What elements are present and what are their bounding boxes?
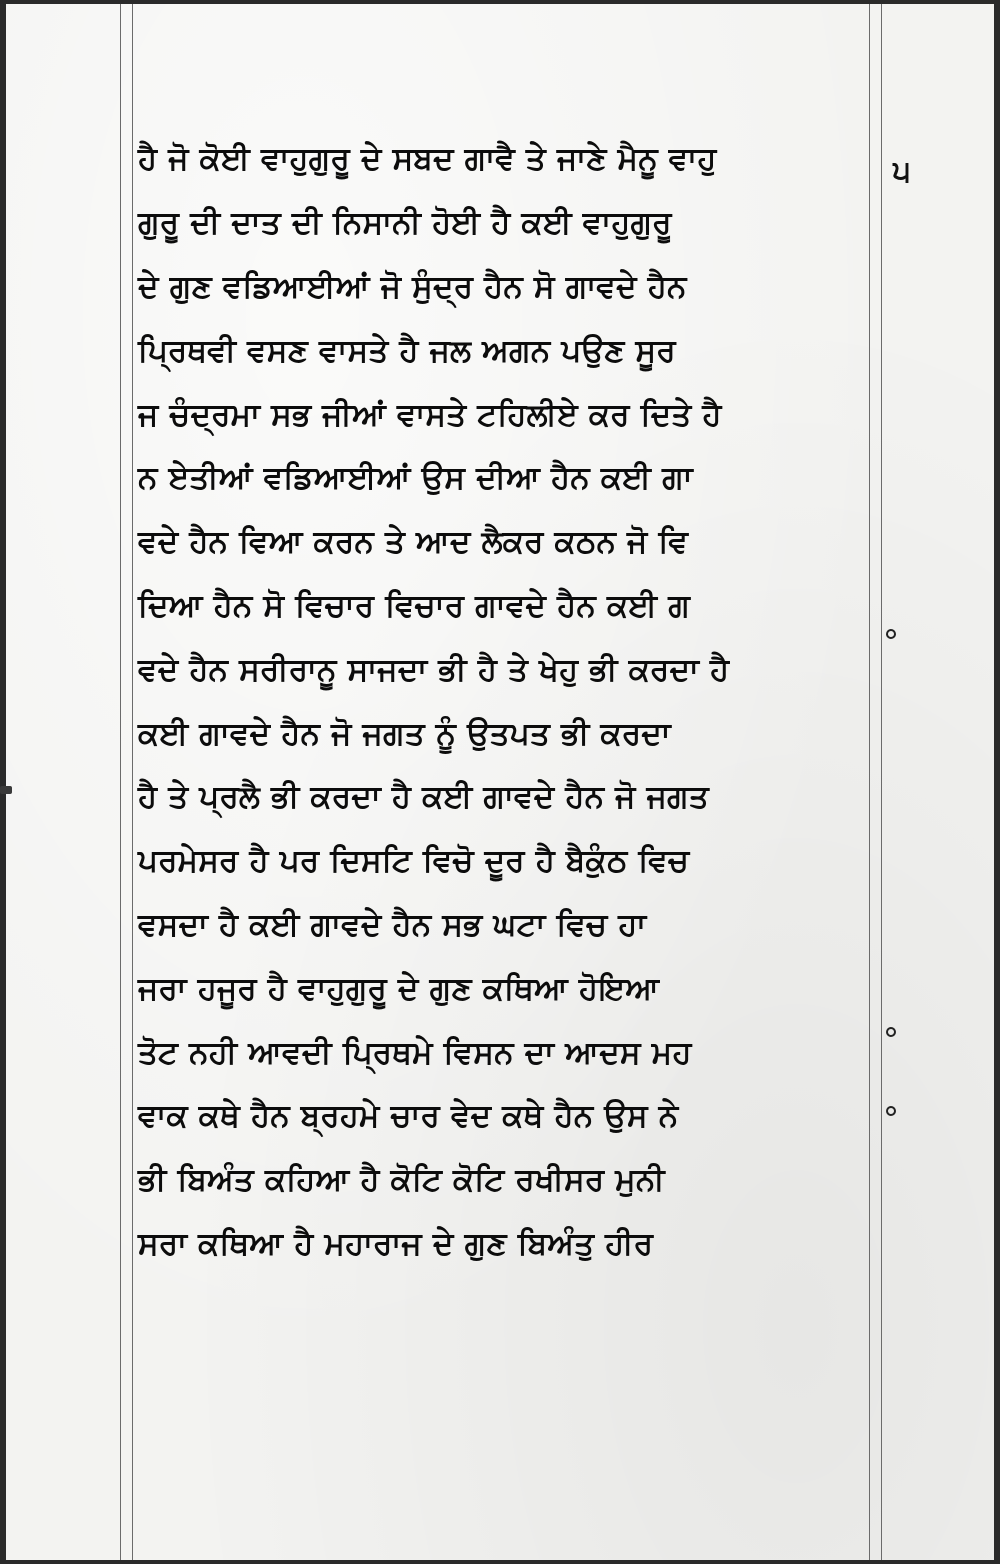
text-line: ਦੇ ਗੁਣ ਵਡਿਆਈਆਂ ਜੋ ਸੁੰਦ੍ਰ ਹੈਨ ਸੋ ਗਾਵਦੇ ਹੈਨ (138, 268, 687, 305)
margin-circle-mark (886, 629, 896, 639)
text-line: ਜ ਚੰਦ੍ਰਮਾ ਸਭ ਜੀਆਂ ਵਾਸਤੇ ਟਹਿਲੀਏ ਕਰ ਦਿਤੇ ਹੈ (138, 396, 722, 433)
left-margin-rule-inner (132, 4, 133, 1560)
text-line: ਜਰਾ ਹਜੂਰ ਹੈ ਵਾਹੁਗੁਰੂ ਦੇ ਗੁਣ ਕਥਿਆ ਹੋਇਆ (138, 970, 660, 1007)
text-line: ਨ ਏਤੀਆਂ ਵਡਿਆਈਆਂ ਉਸ ਦੀਆ ਹੈਨ ਕਈ ਗਾ (138, 460, 693, 497)
text-line: ਵਦੇ ਹੈਨ ਵਿਆ ਕਰਨ ਤੇ ਆਦ ਲੈਕਰ ਕਠਨ ਜੋ ਵਿ (138, 524, 689, 561)
text-line: ਕਈ ਗਾਵਦੇ ਹੈਨ ਜੋ ਜਗਤ ਨੂੰ ਉਤਪਤ ਭੀ ਕਰਦਾ (138, 715, 671, 752)
text-line: ਪ੍ਰਿਥਵੀ ਵਸਣ ਵਾਸਤੇ ਹੈ ਜਲ ਅਗਨ ਪਉਣ ਸੂਰ (138, 332, 676, 369)
manuscript-text (138, 128, 866, 1276)
folio-number: ੫ (893, 154, 911, 189)
text-line: ਸਰਾ ਕਥਿਆ ਹੈ ਮਹਾਰਾਜ ਦੇ ਗੁਣ ਬਿਅੰਤੁ ਹੀਰ (138, 1225, 654, 1262)
right-margin-rule-outer (881, 4, 882, 1560)
text-line: ਹੈ ਜੋ ਕੋਈ ਵਾਹੁਗੁਰੂ ਦੇ ਸਬਦ ਗਾਵੈ ਤੇ ਜਾਣੇ ਮੈਨੂ ਵਾਹੁ (138, 141, 717, 178)
text-line: ਭੀ ਬਿਅੰਤ ਕਹਿਆ ਹੈ ਕੋਟਿ ਕੋਟਿ ਰਖੀਸਰ ਮੁਨੀ (138, 1162, 665, 1199)
text-line: ਵਾਕ ਕਥੇ ਹੈਨ ਬ੍ਰਹਮੇ ਚਾਰ ਵੇਦ ਕਥੇ ਹੈਨ ਉਸ ਨੇ (138, 1098, 679, 1135)
right-margin-rule-inner (869, 4, 870, 1560)
text-line: ਵਦੇ ਹੈਨ ਸਰੀਰਾਨੂ ਸਾਜਦਾ ਭੀ ਹੈ ਤੇ ਖੇਹੁ ਭੀ ਕਰਦਾ ਹੈ (138, 651, 730, 688)
text-line: ਦਿਆ ਹੈਨ ਸੋ ਵਿਚਾਰ ਵਿਚਾਰ ਗਾਵਦੇ ਹੈਨ ਕਈ ਗ (138, 587, 691, 624)
text-line: ਵਸਦਾ ਹੈ ਕਈ ਗਾਵਦੇ ਹੈਨ ਸਭ ਘਟਾ ਵਿਚ ਹਾ (138, 906, 647, 943)
margin-circle-mark (886, 1106, 896, 1116)
margin-circle-mark (886, 1027, 896, 1037)
text-line: ਹੈ ਤੇ ਪ੍ਰਲੈ ਭੀ ਕਰਦਾ ਹੈ ਕਈ ਗਾਵਦੇ ਹੈਨ ਜੋ ਜਗਤ (138, 779, 709, 816)
edge-binding-mark (0, 786, 12, 794)
text-line: ਪਰਮੇਸਰ ਹੈ ਪਰ ਦਿਸਟਿ ਵਿਚੋ ਦੂਰ ਹੈ ਬੈਕੁੰਠ ਵਿਚ (138, 843, 690, 880)
text-line: ਗੁਰੂ ਦੀ ਦਾਤ ਦੀ ਨਿਸਾਨੀ ਹੋਈ ਹੈ ਕਈ ਵਾਹੁਗੁਰੂ (138, 205, 672, 242)
text-line: ਤੋਟ ਨਹੀ ਆਵਦੀ ਪ੍ਰਿਥਮੇ ਵਿਸਨ ਦਾ ਆਦਸ ਮਹ (138, 1034, 692, 1071)
manuscript-page (6, 4, 994, 1560)
left-margin-rule-outer (120, 4, 121, 1560)
